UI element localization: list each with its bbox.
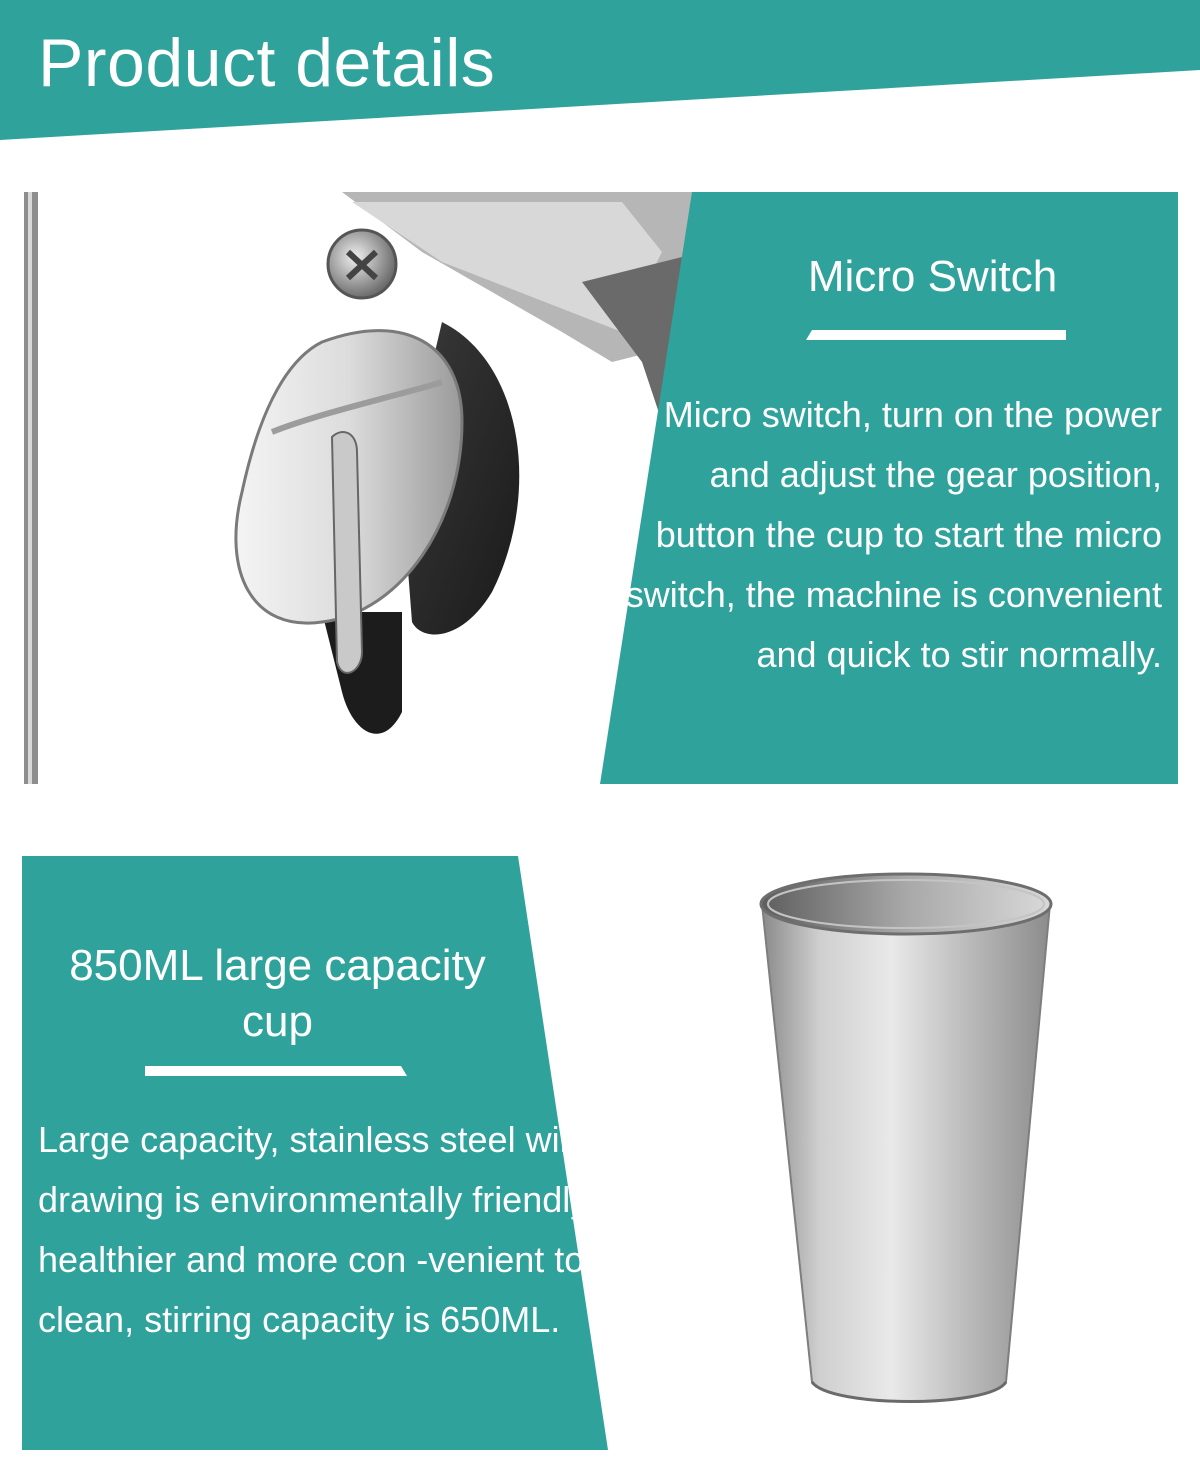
micro-switch-divider	[806, 330, 1066, 340]
micro-switch-photo	[22, 192, 702, 784]
page-title: Product details	[38, 25, 496, 101]
micro-switch-description: Micro switch, turn on the power and adjust the gear position, button the cup to start the micro switch, the machine is convenient and quick to stir normally.	[625, 394, 1162, 675]
stainless-steel-cup-photo	[740, 862, 1070, 1422]
cup-capacity-title: 850ML large capacity cup	[69, 941, 486, 1046]
cup-capacity-divider	[145, 1066, 407, 1076]
cup-capacity-description: Large capacity, stainless steel wire drawing is environmentally friendly, healthier and more con -venient to clean, stirring capacity is 650ML.	[38, 1119, 596, 1340]
micro-switch-title: Micro Switch	[807, 252, 1058, 301]
